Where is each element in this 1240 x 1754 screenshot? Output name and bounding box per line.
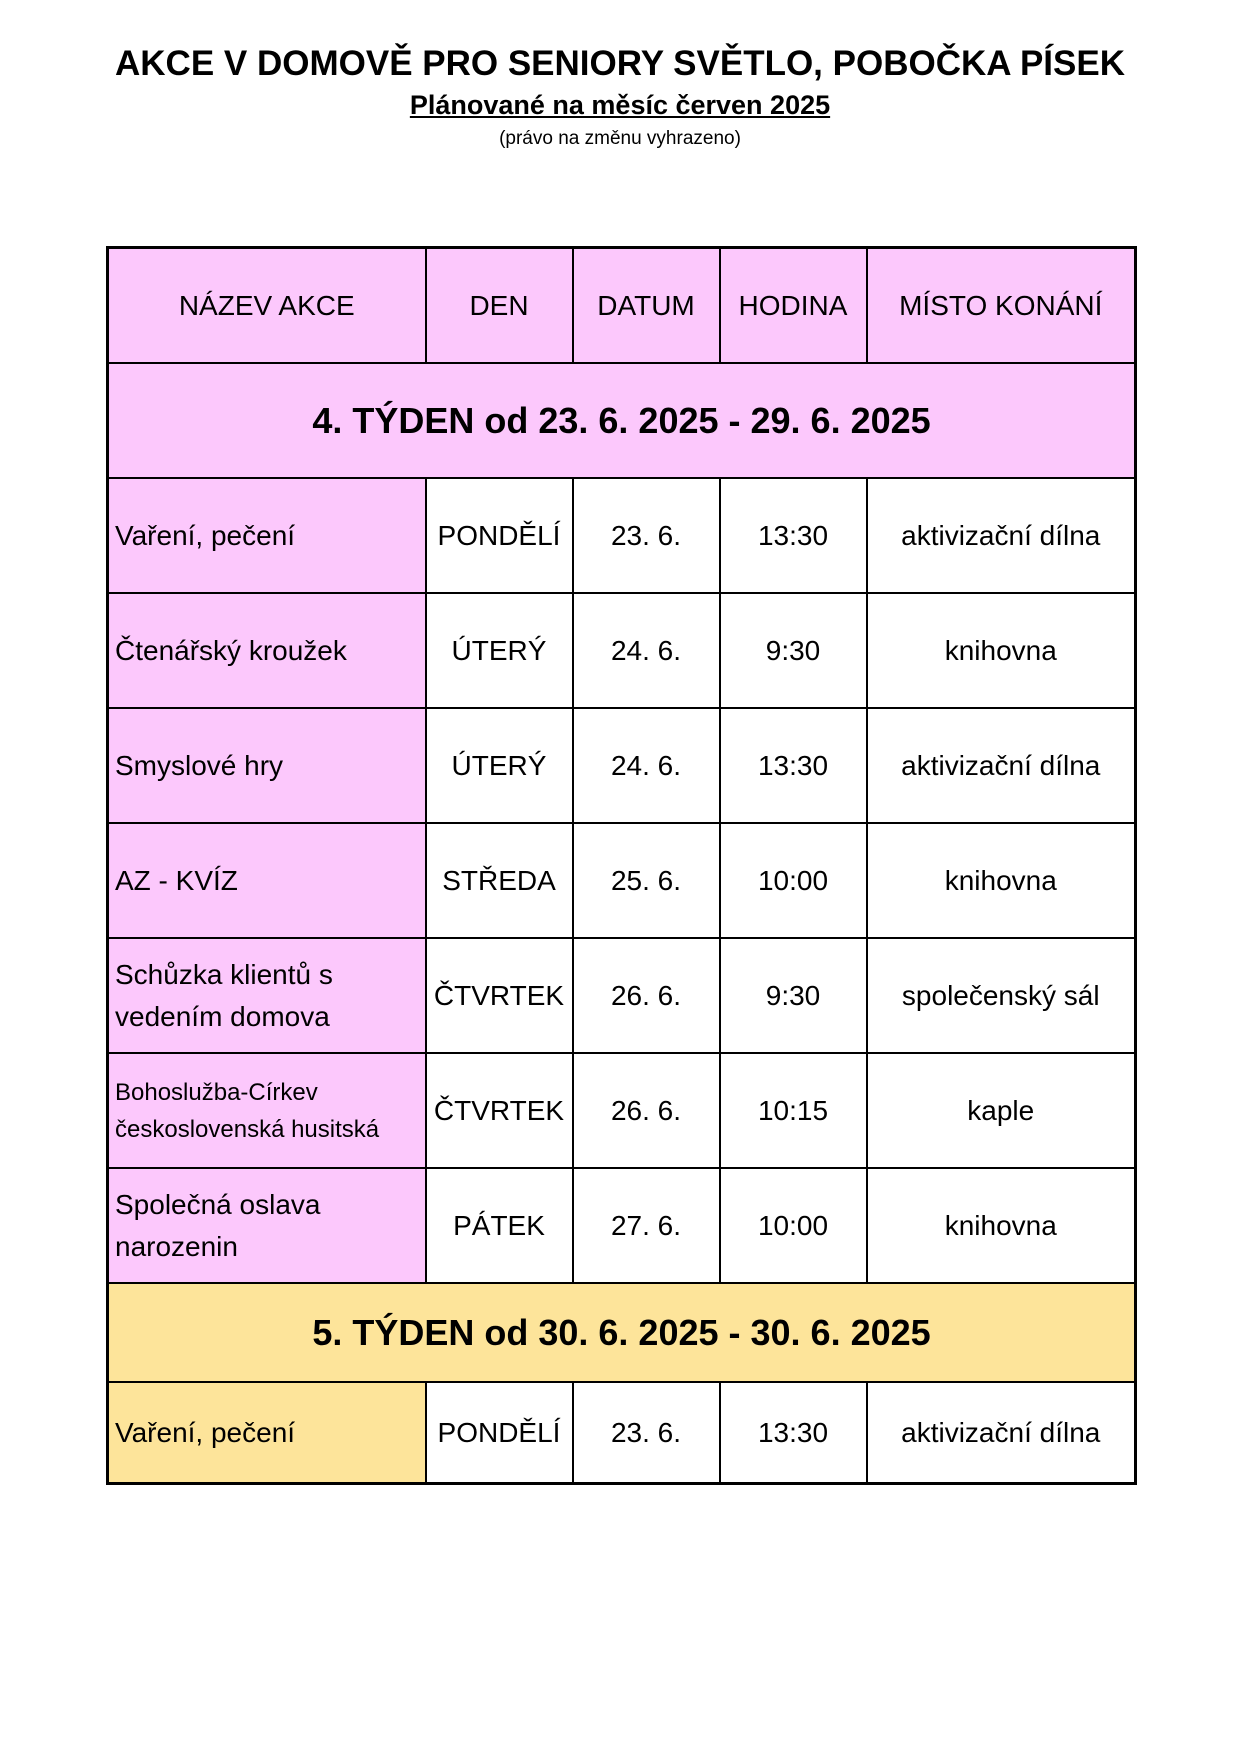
column-header-place: MÍSTO KONÁNÍ [867,248,1136,364]
event-day: ÚTERÝ [426,708,573,823]
document-note: (právo na změnu vyhrazeno) [499,128,741,149]
event-day: ÚTERÝ [426,593,573,708]
event-date: 25. 6. [573,823,720,938]
table-row [108,708,1136,823]
table-row [108,938,1136,1053]
week-4-heading-row [108,363,1136,478]
column-header-date: DATUM [573,248,720,364]
event-date: 23. 6. [573,478,720,593]
week-5-label: 5. TÝDEN od 30. 6. 2025 - 30. 6. 2025 [108,1283,1136,1382]
event-date: 26. 6. [573,938,720,1053]
event-place: kaple [867,1053,1136,1168]
event-time: 9:30 [720,938,867,1053]
event-time: 13:30 [720,1382,867,1484]
event-name: Vaření, pečení [108,478,426,593]
event-day: PÁTEK [426,1168,573,1283]
event-time: 10:00 [720,823,867,938]
column-header-name: NÁZEV AKCE [108,248,426,364]
table-row [108,1168,1136,1283]
table-row [108,1053,1136,1168]
event-place: aktivizační dílna [867,708,1136,823]
event-name: Schůzka klientů s vedením domova [108,938,426,1053]
event-date: 26. 6. [573,1053,720,1168]
event-name: Smyslové hry [108,708,426,823]
event-place: aktivizační dílna [867,478,1136,593]
event-name: Bohoslužba-Církev československá husitská [108,1053,426,1168]
event-date: 23. 6. [573,1382,720,1484]
schedule-table [106,246,1137,1485]
event-date: 27. 6. [573,1168,720,1283]
event-place: knihovna [867,1168,1136,1283]
event-place: aktivizační dílna [867,1382,1136,1484]
document-header [0,42,1240,152]
event-time: 10:15 [720,1053,867,1168]
document-subtitle: Plánované na měsíc červen 2025 [409,90,831,120]
event-time: 13:30 [720,708,867,823]
event-day: ČTVRTEK [426,1053,573,1168]
week-4-label: 4. TÝDEN od 23. 6. 2025 - 29. 6. 2025 [108,363,1136,478]
event-date: 24. 6. [573,708,720,823]
event-day: PONDĚLÍ [426,478,573,593]
table-row [108,1382,1136,1484]
document-title: AKCE V DOMOVĚ PRO SENIORY SVĚTLO, POBOČKA PÍSEK [115,44,1125,83]
event-name: Vaření, pečení [108,1382,426,1484]
event-place: knihovna [867,593,1136,708]
column-header-day: DEN [426,248,573,364]
event-place: knihovna [867,823,1136,938]
event-time: 13:30 [720,478,867,593]
table-row [108,593,1136,708]
table-row [108,823,1136,938]
event-name: Společná oslava narozenin [108,1168,426,1283]
event-name: AZ - KVÍZ [108,823,426,938]
event-day: STŘEDA [426,823,573,938]
table-row [108,478,1136,593]
event-time: 10:00 [720,1168,867,1283]
event-name: Čtenářský kroužek [108,593,426,708]
event-day: ČTVRTEK [426,938,573,1053]
event-date: 24. 6. [573,593,720,708]
event-day: PONDĚLÍ [426,1382,573,1484]
event-place: společenský sál [867,938,1136,1053]
event-time: 9:30 [720,593,867,708]
week-5-heading-row [108,1283,1136,1382]
table-header-row [108,248,1136,364]
column-header-time: HODINA [720,248,867,364]
